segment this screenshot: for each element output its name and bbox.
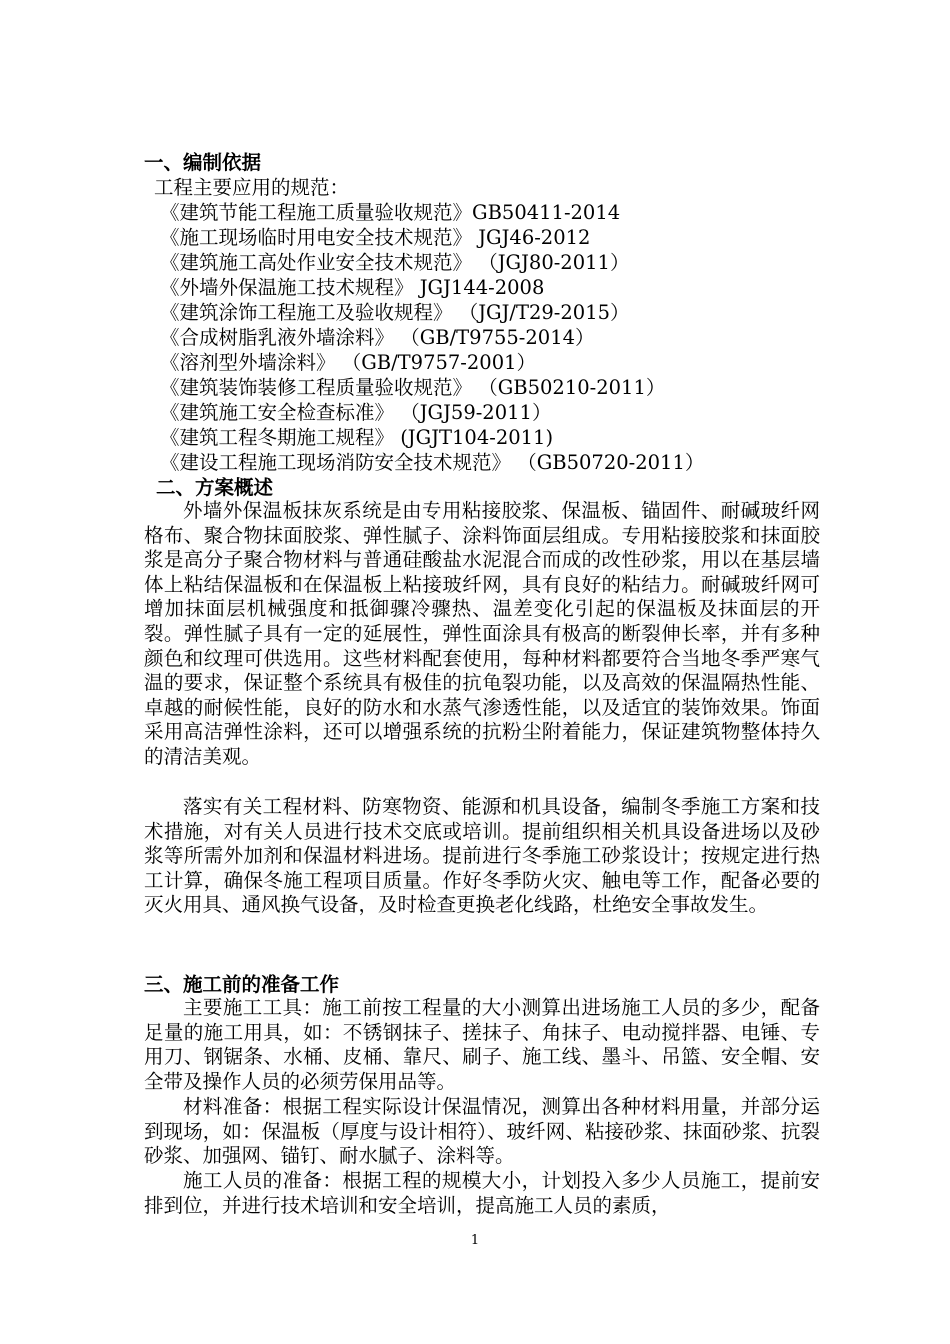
- standard-item: 《建设工程施工现场消防安全技术规范》 （GB50720-2011）: [160, 451, 705, 474]
- overview-paragraph-2: 落实有关工程材料、防寒物资、能源和机具设备，编制冬季施工方案和技术措施，对有关人员进行技术交底或培训。提前组织相关机具设备进场以及砂浆等所需外加剂和保温材料进场。提前进行冬季施工砂浆设计；按规定进行热工计算，确保冬施工程项目质量。作好冬季防火灾、触电等工作，配备必要的灭火用具、通风换气设备，及时检查更换老化线路，杜绝安全事故发生。: [144, 795, 820, 917]
- materials-paragraph: 材料准备：根据工程实际设计保温情况，测算出各种材料用量，并部分运到现场，如：保温板（厚度与设计相符）、玻纤网、粘接砂浆、抹面砂浆、抗裂砂浆、加强网、锚钉、耐水腻子、涂料等。: [144, 1095, 820, 1168]
- standard-item: 《建筑装饰装修工程质量验收规范》 （GB50210-2011）: [160, 376, 666, 399]
- standard-item: 《溶剂型外墙涂料》 （GB/T9757-2001）: [160, 351, 537, 374]
- standard-item: 《施工现场临时用电安全技术规范》 JGJ46-2012: [160, 226, 591, 249]
- section1-heading: 一、编制依据: [144, 151, 262, 174]
- standard-item: 《建筑施工安全检查标准》 （JGJ59-2011）: [160, 401, 552, 424]
- overview-paragraph-1: 外墙外保温板抹灰系统是由专用粘接胶浆、保温板、锚固件、耐碱玻纤网格布、聚合物抹面胶浆、弹性腻子、涂料饰面层组成。专用粘接胶浆和抹面胶浆是高分子聚合物材料与普通硅酸盐水泥混合而成的改性砂浆，用以在基层墙体上粘结保温板和在保温板上粘接玻纤网，具有良好的粘结力。耐碱玻纤网可增加抹面层机械强度和抵御骤冷骤热、温差变化引起的保温板及抹面层的开裂。弹性腻子具有一定的延展性，弹性面涂具有极高的断裂伸长率，并有多种颜色和纹理可供选用。这些材料配套使用，每种材料都要符合当地冬季严寒气温的要求，保证整个系统具有极佳的抗龟裂功能，以及高效的保温隔热性能、卓越的耐候性能，良好的防水和水蒸气渗透性能，以及适宜的装饰效果。饰面采用高洁弹性涂料，还可以增强系统的抗粉尘附着能力，保证建筑物整体持久的清洁美观。: [144, 499, 820, 768]
- standard-item: 《外墙外保温施工技术规程》 JGJ144-2008: [160, 276, 545, 299]
- section2-heading: 二、方案概述: [156, 476, 274, 499]
- standard-item: 《建筑工程冬期施工规程》 (JGJT104-2011): [160, 426, 554, 449]
- standard-item: 《合成树脂乳液外墙涂料》 （GB/T9755-2014）: [160, 326, 595, 349]
- standards-intro: 工程主要应用的规范：: [154, 176, 350, 199]
- page-number: 1: [470, 1233, 480, 1248]
- standard-item: 《建筑施工高处作业安全技术规范》 （JGJ80-2011）: [160, 251, 630, 274]
- personnel-paragraph: 施工人员的准备：根据工程的规模大小，计划投入多少人员施工，提前安排到位，并进行技术培训和安全培训，提高施工人员的素质，: [144, 1169, 820, 1217]
- standard-item: 《建筑涂饰工程施工及验收规程》 （JGJ/T29-2015）: [160, 301, 630, 324]
- section3-heading: 三、施工前的准备工作: [144, 973, 340, 996]
- tools-paragraph: 主要施工工具：施工前按工程量的大小测算出进场施工人员的多少，配备足量的施工用具，如：不锈钢抹子、搓抹子、角抹子、电动搅拌器、电锤、专用刀、钢锯条、水桶、皮桶、靠尺、刷子、施工线、墨斗、吊篮、安全帽、安全带及操作人员的必须劳保用品等。: [144, 996, 820, 1093]
- standard-item: 《建筑节能工程施工质量验收规范》GB50411-2014: [160, 201, 621, 224]
